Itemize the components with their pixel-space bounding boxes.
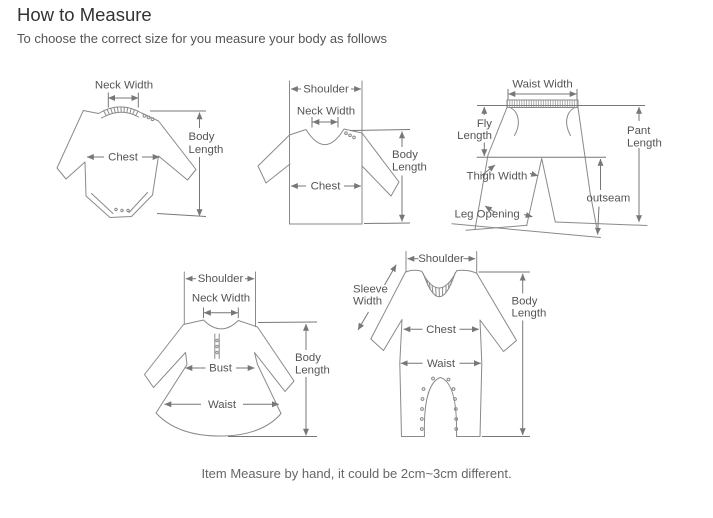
shirt-neck-button xyxy=(353,136,356,139)
dress-bust-label: Bust xyxy=(209,362,232,375)
shirt-diagram xyxy=(248,78,443,230)
shirt-neck-button xyxy=(349,134,352,137)
shirt-shoulder-label: Shoulder xyxy=(303,83,349,96)
dress-placket-button xyxy=(216,345,218,347)
shirt-body-length-label: Body xyxy=(392,149,418,161)
romper-snap xyxy=(421,398,424,401)
romper-sleeve-width-label: Sleeve xyxy=(353,283,388,296)
page-title: How to Measure xyxy=(17,4,152,25)
bodysuit-measurements xyxy=(87,80,223,217)
romper-snap xyxy=(432,377,435,380)
shirt-body-length-label: Length xyxy=(392,161,427,174)
pants-fly-length-label: Fly xyxy=(476,118,492,130)
dress-waist-label: Waist xyxy=(207,398,237,411)
romper-snap xyxy=(452,388,455,391)
bodysuit-crotch-snap xyxy=(115,208,117,210)
shirt-measurements xyxy=(291,84,427,224)
pants-waist-width-label: Waist Width xyxy=(512,78,573,91)
shirt-neck-width-label: Neck Width xyxy=(296,105,356,118)
dress-measurements xyxy=(165,273,330,436)
dress-body-length-label: Length xyxy=(295,364,330,377)
bodysuit-neck-width-label: Neck Width xyxy=(94,79,154,92)
romper-waist-label: Waist xyxy=(426,357,456,370)
shirt-chest-label: Chest xyxy=(310,180,341,193)
romper-body-length-label: Body xyxy=(511,295,538,308)
pants-diagram xyxy=(448,76,710,244)
romper-snap xyxy=(421,408,424,411)
dress-diagram xyxy=(138,255,338,455)
bodysuit-shoulder-button xyxy=(143,114,146,117)
romper-diagram xyxy=(345,245,550,457)
bodysuit-body-length-label: Body xyxy=(188,131,215,143)
romper-snap xyxy=(422,388,425,391)
dress-shoulder-label: Shoulder xyxy=(197,273,244,286)
romper-snap xyxy=(454,398,457,401)
romper-snap xyxy=(447,378,450,381)
pants-pocket xyxy=(511,108,518,136)
bodysuit-chest-label: Chest xyxy=(108,151,138,164)
pants-fly-length-label: Length xyxy=(457,130,492,142)
romper-measurements xyxy=(353,253,546,436)
romper-garment-outline xyxy=(371,252,517,437)
bodysuit-shoulder-button xyxy=(151,118,154,121)
pants-leg-opening-label: Leg Opening xyxy=(454,208,520,221)
bodysuit-crotch-snap xyxy=(127,209,129,211)
pants-pocket xyxy=(567,108,574,136)
shirt-garment-outline xyxy=(258,81,399,224)
shirt-neck-button xyxy=(345,132,348,135)
dress-placket-button xyxy=(216,339,218,341)
romper-body-length-label: Length xyxy=(511,307,547,320)
romper-snap xyxy=(420,418,423,421)
romper-collar-ribbing xyxy=(427,279,451,296)
measure-footnote: Item Measure by hand, it could be 2cm~3cm different. xyxy=(201,466,512,481)
pants-waistband xyxy=(507,100,578,108)
pants-outseam-label: outseam xyxy=(586,192,631,205)
romper-shoulder-label: Shoulder xyxy=(418,253,464,266)
dress-body-length-label: Body xyxy=(295,352,321,364)
page-subtitle: To choose the correct size for you measure your body as follows xyxy=(17,31,387,46)
bodysuit-crotch-snap xyxy=(121,209,123,211)
pants-pant-length-label: Pant xyxy=(627,125,651,137)
dress-neck-width-label: Neck Width xyxy=(191,292,251,305)
dress-placket-button xyxy=(216,351,218,353)
romper-snap xyxy=(420,428,423,431)
bodysuit-diagram xyxy=(50,75,224,225)
bodysuit-body-length-label: Length xyxy=(188,144,224,156)
pants-thigh-width-label: Thigh Width xyxy=(466,170,528,183)
pants-pant-length-label: Length xyxy=(627,137,662,150)
romper-sleeve-width-label: Width xyxy=(353,295,383,308)
romper-chest-label: Chest xyxy=(426,323,456,336)
bodysuit-shoulder-button xyxy=(147,116,150,119)
